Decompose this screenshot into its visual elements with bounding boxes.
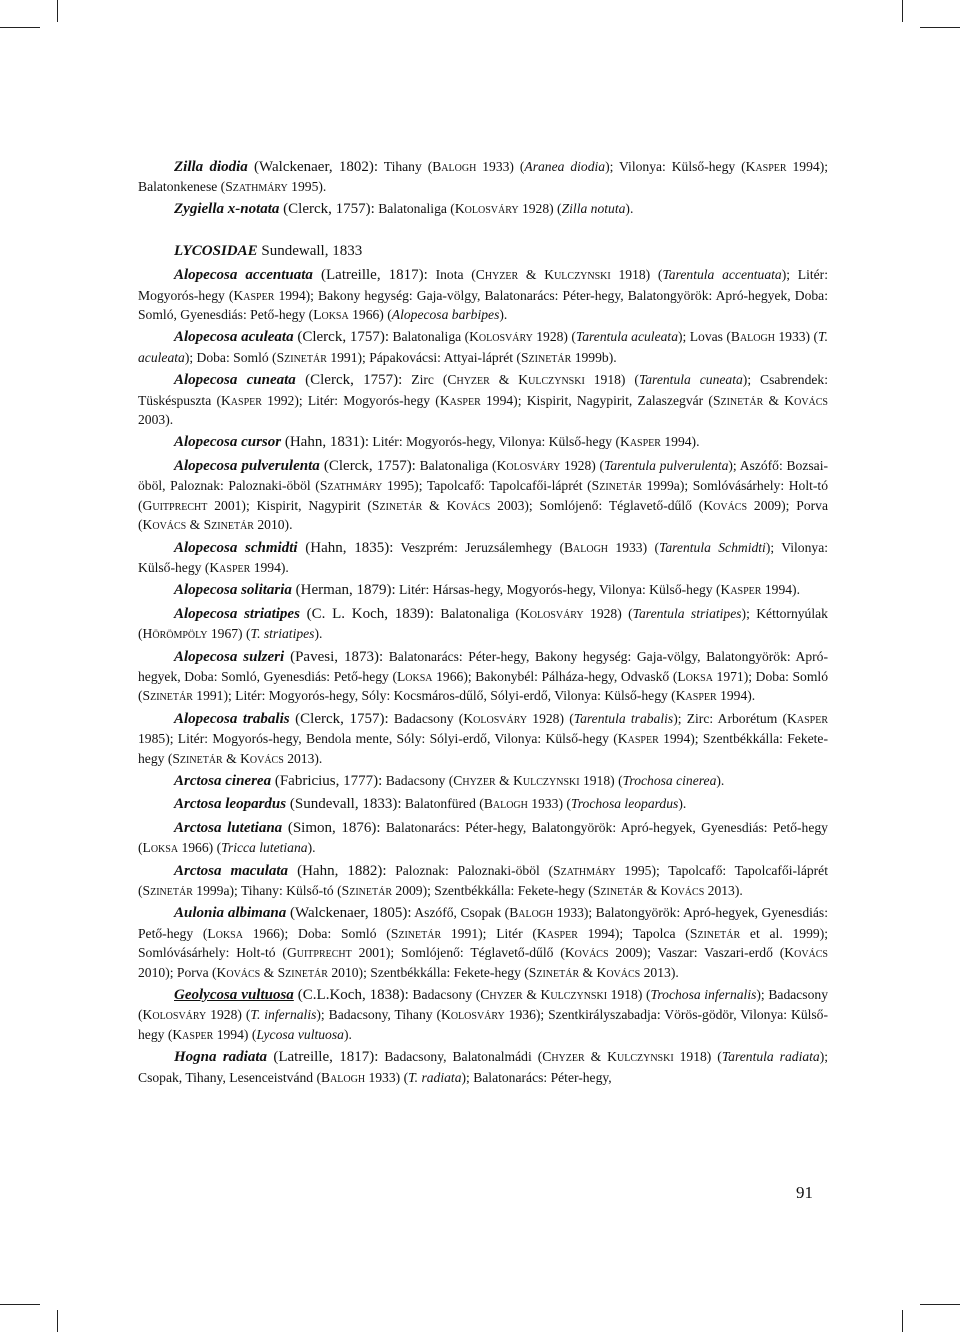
species-entry (138, 709, 828, 768)
species-entry (138, 199, 828, 219)
species-name: Hogna radiata (174, 1049, 268, 1066)
species-author: (Latreille, 1817): (267, 1049, 379, 1066)
species-records: Badacsony (Chyzer & Kulczynski 1918) (Trochosa cinerea). (382, 772, 725, 788)
species-records: Litér: Hársas-hegy, Mogyorós-hegy, Vilonya: Külső-hegy (Kasper 1994). (395, 582, 800, 598)
species-name: Arctosa lutetiana (174, 819, 283, 836)
species-records: Badacsony (Chyzer & Kulczynski 1918) (Trochosa infernalis); Badacsony (Kolosváry 1928) (T. infernalis); Badacsony, Tihany (Kolosváry 1936); Szentkirályszabadja: Vörös-gödör, Vilonya: Külső-hegy (Kasper 1994) (Lycosa vultuosa). (138, 987, 829, 1042)
species-name: Alopecosa trabalis (174, 710, 290, 727)
species-entry (138, 580, 828, 600)
species-records: Zirc (Chyzer & Kulczynski 1918) (Tarentula cuneata); Csabrendek: Tüskéspuszta (Kasper 1992); Litér: Mogyorós-hegy (Kasper 1994); Kispirit, Nagypirit, Zalaszegvár (Szinetár & Kovács 2003). (138, 372, 829, 428)
species-author: (Hahn, 1831): (281, 434, 369, 451)
species-name: Zygiella x-notata (174, 200, 280, 217)
species-author: (Walckenaer, 1802): (247, 159, 379, 175)
species-author: (Clerck, 1757): (289, 710, 389, 727)
species-records: Balatonaliga (Kolosváry 1928) (Tarentula aculeata); Lovas (Balogh 1933) (T. aculeata); Doba: Somló (Szinetár 1991); Pápakovácsi: Attyai-láprét (Szinetár 1999b). (138, 329, 828, 365)
crop-mark (920, 27, 960, 28)
species-entry (138, 771, 828, 791)
species-entry (138, 604, 828, 644)
species-records: Balatonfüred (Balogh 1933) (Trochosa leopardus). (401, 796, 687, 812)
page-number: 91 (796, 1183, 813, 1202)
species-author: (C.L.Koch, 1838): (293, 987, 409, 1004)
species-author: (C. L. Koch, 1839): (299, 605, 434, 622)
crop-mark (902, 0, 903, 22)
species-entry (138, 1047, 828, 1087)
species-records: Balatonarács: Péter-hegy, Balatongyörök: Apró-hegyek, Gyenesdiás: Pető-hegy (Loksa 1966) (Tricca lutetiana). (138, 819, 828, 856)
species-author: (Clerck, 1757): (279, 200, 375, 217)
species-entry (138, 794, 828, 814)
species-records: Badacsony, Balatonalmádi (Chyzer & Kulczynski 1918) (Tarentula radiata); Csopak, Tihany, Lesenceistvánd (Balogh 1933) (T. radiata); Balatonarács: Péter-hegy, (138, 1049, 829, 1085)
crop-mark (0, 1304, 40, 1305)
family-author: Sundewall, 1833 (261, 243, 363, 260)
species-author: (Latreille, 1817): (312, 267, 428, 284)
species-records: Litér: Mogyorós-hegy, Vilonya: Külső-hegy (Kasper 1994). (369, 434, 700, 450)
species-name: Arctosa cinerea (174, 772, 272, 789)
species-records: Badacsony (Kolosváry 1928) (Tarentula trabalis); Zirc: Arborétum (Kasper 1985); Litér: Mogyorós-hegy, Bendola mente, Sóly: Sólyi-erdő, Vilonya: Külső-hegy (Kasper 1994); Szentbékkálla: Fekete-hegy (Szinetár & Kovács 2013). (138, 710, 828, 766)
species-entry (138, 265, 828, 324)
species-name: Arctosa maculata (174, 862, 289, 879)
crop-mark (0, 27, 40, 28)
species-author: (Walckenaer, 1805): (286, 905, 412, 922)
species-author: (Sundevall, 1833): (286, 796, 402, 813)
species-records: Balatonaliga (Kolosváry 1928) (Zilla notuta). (374, 200, 634, 216)
species-name: Alopecosa cuneata (174, 372, 296, 389)
species-records: Balatonaliga (Kolosváry 1928) (Tarentula pulverulenta); Aszófő: Bozsai-öböl, Paloznak: Paloznaki-öböl (Szathmáry 1995); Tapolcafő: Tapolcafői-láprét (Szinetár 1999a); Somlóvásárhely: Holt-tó (Guitprecht 2001); Kispirit, Nagypirit (Szinetár & Kovács 2003); Somlójenő: Téglavető-dűlő (Kovács 2009); Porva (Kovács & Szinetár 2010). (138, 457, 829, 533)
species-entry (138, 432, 828, 452)
species-author: (Hahn, 1882): (288, 862, 387, 879)
species-name: Arctosa leopardus (174, 796, 287, 813)
crop-mark (57, 1310, 58, 1332)
species-author: (Herman, 1879): (291, 582, 396, 599)
species-name: Aulonia albimana (174, 905, 287, 922)
species-records: Inota (Chyzer & Kulczynski 1918) (Tarentula accentuata); Litér: Mogyorós-hegy (Kasper 1994); Bakony hegység: Gaja-völgy, Balatonarács: Péter-hegy, Balatongyörök: Apró-hegyek, Doba: Somló, Gyenesdiás: Pető-hegy (Loksa 1966) (Alopecosa barbipes). (138, 267, 828, 323)
species-name: Alopecosa cursor (174, 434, 282, 451)
species-records: Aszófő, Csopak (Balogh 1933); Balatongyörök: Apró-hegyek, Gyenesdiás: Pető-hegy (Loksa 1966); Doba: Somló (Szinetár 1991); Litér (Kasper 1994); Tapolca (Szinetár et al. 1999); Somlóvásárhely: Holt-tó (Guitprecht 2001); Somlójenő: Téglavető-dűlő (Kovács 2009); Vaszar: Vaszari-erdő (Kovács 2010); Porva (Kovács & Szinetár 2010); Szentbékkálla: Fekete-hegy (Szinetár & Kovács 2013). (138, 905, 828, 980)
species-name: Zilla diodia (174, 159, 248, 175)
species-entry (138, 903, 828, 982)
crop-mark (902, 1310, 903, 1332)
species-entry (138, 818, 828, 858)
species-records: Paloznak: Paloznaki-öböl (Szathmáry 1995); Tapolcafő: Tapolcafői-láprét (Szinetár 1999a); Tihany: Külső-tó (Szinetár 2009); Szentbékkálla: Fekete-hegy (Szinetár & Kovács 2013). (138, 862, 828, 898)
crop-mark (57, 0, 58, 22)
species-name: Alopecosa striatipes (174, 605, 300, 622)
species-records: Balatonaliga (Kolosváry 1928) (Tarentula striatipes); Kéttornyúlak (Hörömpöly 1967) (T. striatipes). (138, 605, 828, 642)
species-name: Alopecosa pulverulenta (174, 457, 320, 474)
species-author: (Simon, 1876): (282, 819, 381, 836)
family-entries (138, 265, 828, 1087)
family-name: LYCOSIDAE (174, 243, 258, 260)
species-name: Alopecosa schmidti (174, 539, 298, 556)
species-records: Tihany (Balogh 1933) (Aranea diodia); Vilonya: Külső-hegy (Kasper 1994); Balatonkenese (Szathmáry 1995). (138, 159, 828, 195)
species-author: (Hahn, 1835): (297, 539, 394, 556)
pre-family-entries (138, 157, 828, 219)
species-records: Veszprém: Jeruzsálemhegy (Balogh 1933) (Tarentula Schmidti); Vilonya: Külső-hegy (Kasper 1994). (138, 539, 829, 575)
species-entry (138, 647, 828, 706)
species-entry (138, 985, 828, 1044)
species-name: Geolycosa vultuosa (174, 987, 294, 1004)
family-heading (138, 241, 828, 261)
species-entry (138, 861, 828, 901)
species-name: Alopecosa solitaria (174, 582, 292, 599)
species-author: (Fabricius, 1777): (271, 772, 383, 789)
species-entry (138, 456, 828, 535)
species-entry (138, 157, 828, 197)
species-records: Balatonarács: Péter-hegy, Bakony hegység: Gaja-völgy, Balatongyörök: Apró-hegyek, Doba: Somló, Gyenesdiás: Pető-hegy (Loksa 1966); Bakonybél: Pálháza-hegy, Odvaskő (Loksa 1971); Doba: Somló (Szinetár 1991); Litér: Mogyorós-hegy, Sóly: Kocsmáros-dűlő, Sólyi-erdő, Vilonya: Külső-hegy (Kasper 1994). (138, 648, 829, 704)
page-body (138, 157, 828, 1090)
crop-mark (920, 1304, 960, 1305)
species-name: Alopecosa accentuata (174, 267, 313, 284)
species-entry (138, 370, 828, 429)
species-name: Alopecosa sulzeri (174, 648, 285, 665)
species-author: (Clerck, 1757): (319, 457, 416, 474)
species-entry (138, 538, 828, 578)
species-author: (Clerck, 1757): (295, 372, 403, 389)
species-author: (Pavesi, 1873): (284, 648, 384, 665)
species-author: (Clerck, 1757): (293, 329, 390, 346)
species-name: Alopecosa aculeata (174, 329, 294, 346)
species-entry (138, 327, 828, 367)
